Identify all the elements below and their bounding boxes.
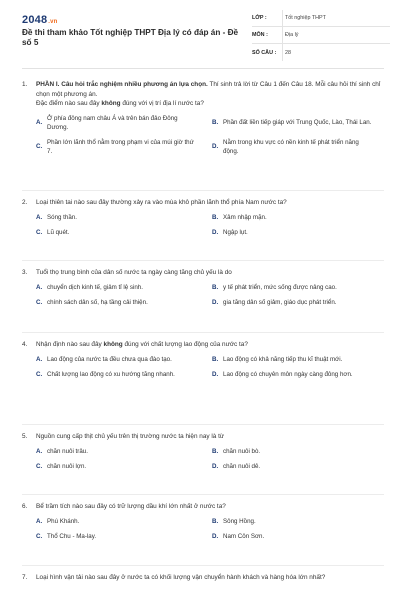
question-1 (22, 80, 382, 157)
option-letter: C. (36, 462, 43, 470)
meta-subject-value: Địa lý (282, 27, 298, 43)
option-letter: A. (36, 355, 43, 363)
section-instructions: Thí sinh trả lời từ Câu 1 đến Câu 18. Mỗi câu hỏi thí sinh chỉ chọn một phương án. (36, 81, 381, 98)
meta-class-value: Tốt nghiệp THPT (282, 10, 326, 26)
question-stem (22, 268, 382, 278)
question-number: 6. (22, 503, 28, 510)
option-text: Lao động có khả năng tiếp thu kĩ thuật mới. (223, 355, 343, 363)
option-c[interactable] (36, 299, 206, 308)
answer-options (22, 448, 382, 472)
option-text: Phú Khánh. (47, 517, 80, 525)
option-letter: A. (36, 447, 43, 455)
option-a[interactable] (36, 214, 206, 223)
option-b[interactable] (212, 518, 382, 527)
option-text: Sóng thần. (47, 213, 77, 221)
question-stem (22, 340, 382, 350)
question-stem (22, 432, 382, 442)
question-stem (22, 573, 382, 583)
brand-suffix: .vn (48, 19, 58, 25)
option-b[interactable] (212, 284, 382, 293)
option-text: Thổ Chu - Ma-lay. (47, 532, 97, 540)
option-letter: B. (212, 213, 219, 221)
option-c[interactable] (36, 229, 206, 238)
question-divider (22, 332, 384, 333)
answer-options (22, 518, 382, 542)
question-2 (22, 198, 382, 238)
option-text: Nam Côn Sơn. (223, 532, 265, 540)
question-7 (22, 573, 382, 583)
option-letter: A. (36, 119, 43, 127)
question-stem (22, 198, 382, 208)
question-divider (22, 494, 384, 495)
option-text: Phần đất liền tiếp giáp với Trung Quốc, Lào, Thái Lan. (223, 119, 372, 127)
option-letter: C. (36, 228, 43, 236)
option-letter: D. (212, 143, 219, 151)
question-number: 5. (22, 433, 28, 440)
question-5 (22, 432, 382, 472)
exam-title: Đề thi tham khảo Tốt nghiệp THPT Địa lý có đáp án - Đề số 5 (22, 28, 239, 48)
option-letter: D. (212, 228, 219, 236)
option-a[interactable] (36, 448, 206, 457)
option-text: Phần lớn lãnh thổ nằm trong phạm vi của múi giờ thứ 7. (47, 138, 194, 155)
option-a[interactable] (36, 518, 206, 527)
meta-subject-label: MÔN : (252, 32, 268, 38)
stem-text-post: đúng với chất lượng lao động của nước ta? (122, 341, 248, 348)
section-heading: PHẦN I. Câu hỏi trắc nghiệm nhiều phương án lựa chọn. (36, 81, 208, 88)
page-header (0, 0, 400, 66)
question-stem (22, 80, 382, 109)
stem-text: Loại hình vận tải nào sau đây ở nước ta có khối lượng vận chuyển hành khách và hàng hóa lớn nhất? (36, 574, 326, 581)
brand-name: 2048 (22, 14, 48, 26)
option-c[interactable] (36, 463, 206, 472)
stem-text: Nguồn cung cấp thịt chủ yếu trên thị trường nước ta hiện nay là từ (36, 433, 225, 440)
option-c[interactable] (36, 371, 206, 380)
question-stem (22, 502, 382, 512)
stem-text-pre: Đặc điểm nào sau đây (36, 100, 102, 108)
question-number: 7. (22, 574, 28, 581)
option-a[interactable] (36, 356, 206, 365)
option-a[interactable] (36, 115, 206, 133)
option-letter: A. (36, 517, 43, 525)
meta-class-label: LỚP : (252, 15, 267, 21)
option-a[interactable] (36, 284, 206, 293)
option-text: Xâm nhập mặn. (223, 213, 267, 221)
option-text: Lũ quét. (47, 228, 70, 236)
option-letter: B. (212, 355, 219, 363)
question-6 (22, 502, 382, 542)
stem-text-pre: Nhận định nào sau đây (36, 341, 104, 348)
brand-logo[interactable] (22, 14, 58, 26)
option-letter: B. (212, 517, 219, 525)
question-number: 3. (22, 269, 28, 276)
option-b[interactable] (212, 448, 382, 457)
option-letter: C. (36, 143, 43, 151)
stem-emphasis: không (103, 341, 123, 348)
meta-count-label: SỐ CÂU : (252, 49, 277, 56)
question-divider (22, 565, 384, 566)
option-text: y tế phát triển, mức sống được nâng cao. (223, 283, 337, 291)
question-4 (22, 340, 382, 380)
option-text: Chất lượng lao động có xu hướng tăng nhanh. (47, 370, 175, 378)
option-letter: D. (212, 370, 219, 378)
answer-options (22, 115, 382, 157)
option-text: chính sách dân số, hạ tầng cải thiện. (47, 298, 148, 306)
option-text: chăn nuôi bò. (223, 447, 261, 455)
option-b[interactable] (212, 214, 382, 223)
question-number: 4. (22, 341, 28, 348)
question-divider (22, 260, 384, 261)
option-d[interactable] (212, 371, 382, 380)
meta-row-count (252, 44, 390, 61)
stem-text-post: đúng với vị trí địa lí nước ta? (120, 100, 204, 108)
answer-options (22, 214, 382, 238)
option-c[interactable] (36, 533, 206, 542)
option-text: Lao động của nước ta đều chưa qua đào tạo. (47, 355, 172, 363)
option-letter: D. (212, 298, 219, 306)
option-c[interactable] (36, 139, 206, 157)
option-letter: B. (212, 119, 219, 127)
option-letter: B. (212, 283, 219, 291)
option-letter: D. (212, 462, 219, 470)
option-text: chuyển dịch kinh tế, giảm tỉ lệ sinh. (47, 283, 143, 291)
question-divider (22, 424, 384, 425)
option-letter: B. (212, 447, 219, 455)
option-text: chăn nuôi dê. (223, 462, 261, 470)
option-text: Nằm trong khu vực có nền kinh tế phát triển năng động. (223, 138, 359, 155)
answer-options (22, 284, 382, 308)
option-letter: A. (36, 283, 43, 291)
answer-options (22, 356, 382, 380)
meta-row-subject (252, 27, 390, 44)
question-number: 1. (22, 81, 28, 88)
option-letter: C. (36, 532, 43, 540)
option-letter: C. (36, 370, 43, 378)
option-d[interactable] (212, 299, 382, 308)
question-divider (22, 190, 384, 191)
option-letter: C. (36, 298, 43, 306)
exam-meta-table (252, 10, 390, 61)
stem-text: Tuổi thọ trung bình của dân số nước ta ngày càng tăng chủ yếu là do (36, 269, 232, 276)
question-3 (22, 268, 382, 308)
option-letter: D. (212, 532, 219, 540)
option-text: chăn nuôi lợn. (47, 462, 87, 470)
option-text: Ngập lụt. (223, 228, 248, 236)
option-b[interactable] (212, 115, 382, 133)
question-number: 2. (22, 199, 28, 206)
stem-emphasis: không (101, 100, 121, 108)
meta-row-class (252, 10, 390, 27)
option-text: Lao động có chuyên môn ngày càng đông hơn. (223, 370, 353, 378)
stem-text: Loại thiên tai nào sau đây thường xảy ra vào mùa khô phần lãnh thổ phía Nam nước ta? (36, 199, 287, 206)
option-b[interactable] (212, 356, 382, 365)
option-text: chăn nuôi trâu. (47, 447, 88, 455)
header-divider (22, 68, 384, 69)
stem-text: Bể trầm tích nào sau đây có trữ lượng dầu khí lớn nhất ở nước ta? (36, 503, 226, 510)
option-text: gia tăng dân số giảm, giáo dục phát triển. (223, 298, 337, 306)
option-text: Sông Hồng. (223, 517, 256, 525)
option-text: Ở phía đông nam châu Á và trên bán đảo Đông Dương. (47, 114, 178, 131)
option-d[interactable] (212, 533, 382, 542)
option-d[interactable] (212, 139, 382, 157)
meta-count-value: 28 (282, 44, 291, 61)
option-d[interactable] (212, 463, 382, 472)
option-d[interactable] (212, 229, 382, 238)
option-letter: A. (36, 213, 43, 221)
